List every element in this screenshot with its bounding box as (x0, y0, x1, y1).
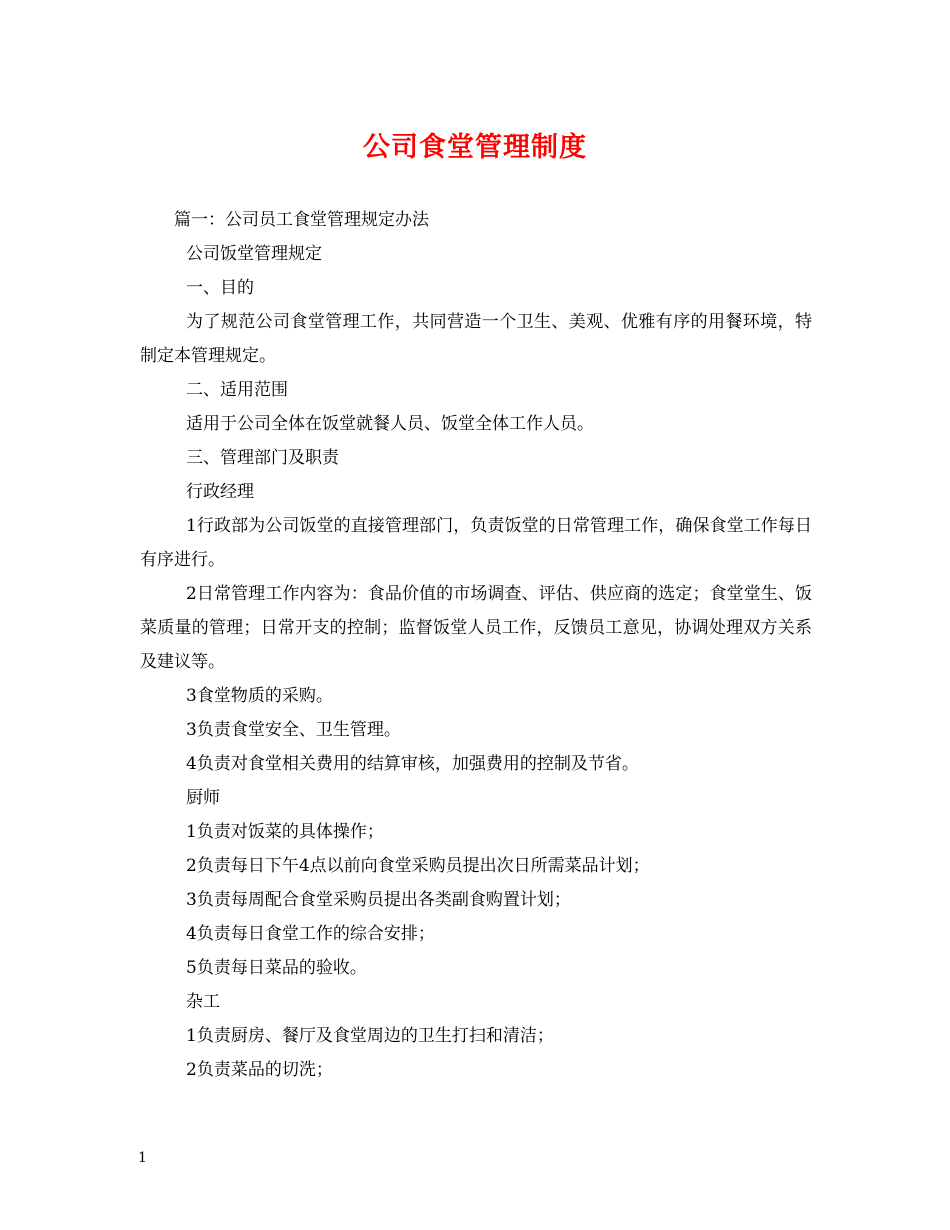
paragraph: 公司饭堂管理规定 (186, 244, 322, 264)
document-body (140, 203, 812, 1087)
paragraph: 适用于公司全体在饭堂就餐人员、饭堂全体工作人员。 (186, 414, 594, 434)
paragraph: 1行政部为公司饭堂的直接管理部门，负责饭堂的日常管理工作，确保食堂工作每日有序进行。 (140, 516, 812, 570)
paragraph: 3负责食堂安全、卫生管理。 (186, 720, 401, 740)
paragraph: 厨师 (186, 788, 220, 808)
paragraph: 1负责厨房、餐厅及食堂周边的卫生打扫和清洁； (186, 1026, 554, 1046)
paragraph: 篇一：公司员工食堂管理规定办法 (174, 210, 429, 230)
document-title: 公司食堂管理制度 (363, 132, 587, 163)
paragraph: 5负责每日菜品的验收。 (186, 958, 367, 978)
paragraph: 3食堂物质的采购。 (186, 686, 333, 706)
paragraph: 2负责每日下午4点以前向食堂采购员提出次日所需菜品计划； (186, 856, 650, 876)
paragraph: 1负责对饭菜的具体操作； (186, 822, 384, 842)
paragraph: 二、适用范围 (186, 380, 288, 400)
paragraph: 4负责每日食堂工作的综合安排； (186, 924, 435, 944)
paragraph: 3负责每周配合食堂采购员提出各类副食购置计划； (186, 890, 571, 910)
paragraph: 4负责对食堂相关费用的结算审核，加强费用的控制及节省。 (186, 754, 639, 774)
paragraph: 杂工 (186, 992, 220, 1012)
page-number: 1 (138, 1150, 147, 1166)
paragraph: 为了规范公司食堂管理工作，共同营造一个卫生、美观、优雅有序的用餐环境，特制定本管理规定。 (140, 312, 812, 366)
paragraph: 2日常管理工作内容为：食品价值的市场调查、评估、供应商的选定；食堂堂生、饭菜质量的管理；日常开支的控制；监督饭堂人员工作，反馈员工意见，协调处理双方关系及建议等。 (140, 584, 812, 672)
paragraph: 2负责菜品的切洗； (186, 1060, 333, 1080)
paragraph: 三、管理部门及职责 (186, 448, 339, 468)
paragraph: 一、目的 (186, 278, 254, 298)
paragraph: 行政经理 (186, 482, 254, 502)
